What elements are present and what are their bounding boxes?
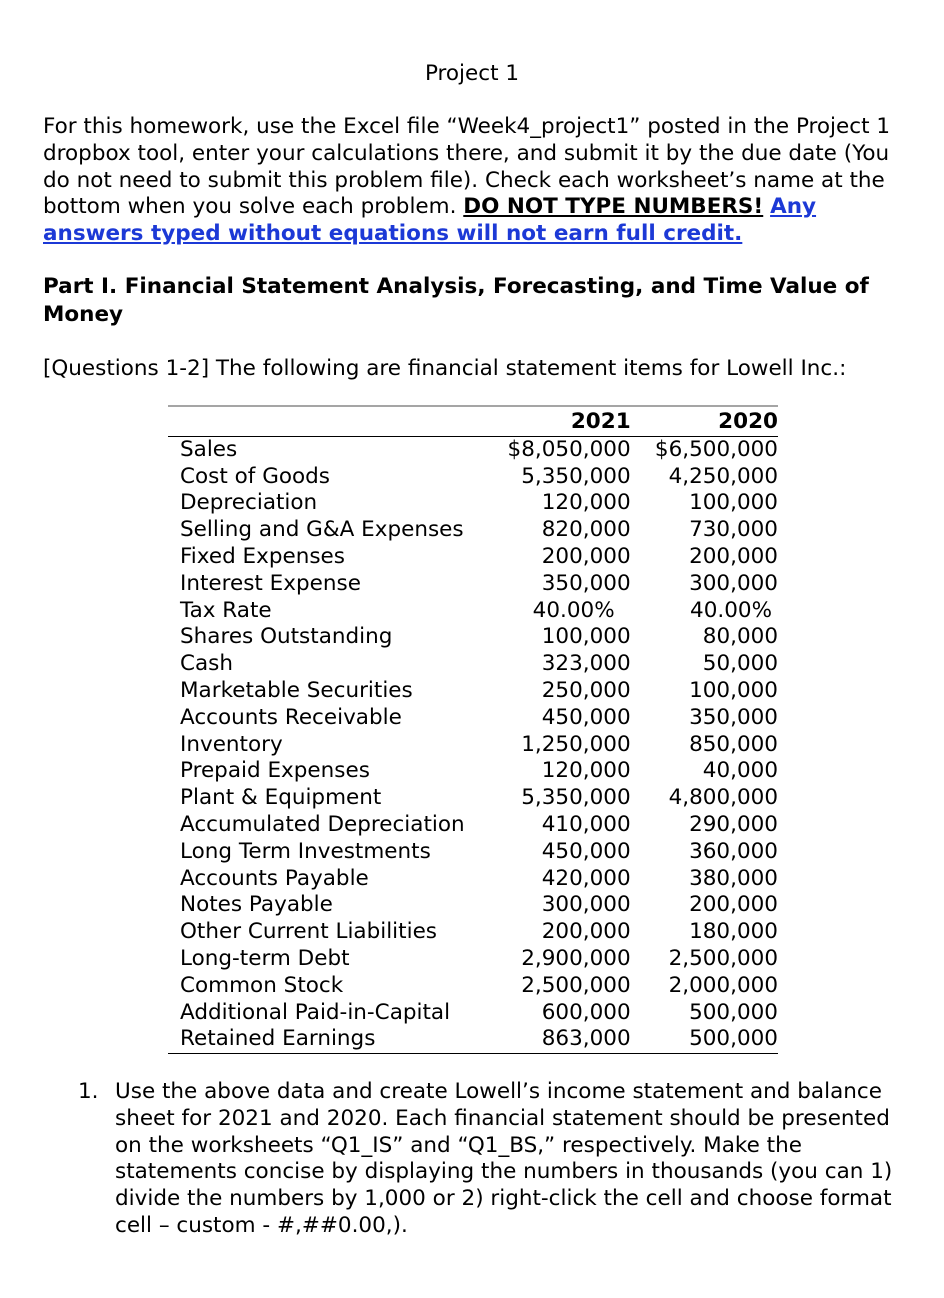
table-row bbox=[168, 919, 778, 946]
value-2021: 410,000 bbox=[541, 811, 631, 837]
table-row bbox=[168, 946, 778, 973]
table-row bbox=[168, 678, 778, 705]
label-column-header bbox=[168, 409, 476, 436]
row-label: Accumulated Depreciation bbox=[180, 811, 465, 837]
row-label: Other Current Liabilities bbox=[180, 919, 437, 945]
row-label: Cost of Goods bbox=[180, 463, 331, 489]
value-2020: 180,000 bbox=[689, 919, 778, 945]
table-row bbox=[168, 436, 778, 463]
value-2021: 200,000 bbox=[541, 543, 631, 569]
table-row bbox=[168, 598, 778, 625]
row-label: Cash bbox=[180, 651, 234, 677]
value-2020: 360,000 bbox=[689, 838, 778, 864]
row-label: Plant & Equipment bbox=[180, 785, 382, 811]
table-row bbox=[168, 785, 778, 812]
value-2021: 200,000 bbox=[541, 919, 631, 945]
value-2021: $8,050,000 bbox=[507, 436, 631, 462]
value-2021: 450,000 bbox=[541, 704, 631, 730]
value-2020: 2,000,000 bbox=[668, 972, 778, 998]
value-2021: 5,350,000 bbox=[521, 785, 631, 811]
value-2021: 2,900,000 bbox=[521, 945, 631, 971]
value-2020: $6,500,000 bbox=[654, 436, 778, 462]
value-2021: 5,350,000 bbox=[521, 463, 631, 489]
value-2021: 40.00% bbox=[532, 597, 615, 623]
part-heading: Part I. Financial Statement Analysis, Forecasting, and Time Value of Money bbox=[43, 274, 869, 327]
row-label: Selling and G&A Expenses bbox=[180, 517, 464, 543]
column-header-2020: 2020 bbox=[631, 409, 778, 436]
intro-text: For this homework, use the Excel file “Week4_project1” posted in the Project 1 dropbox tool, enter your calculations there, and submit it by the due date (You do not need to submit this problem file). Check each worksheet’s name at the bottom when you solve each problem. bbox=[43, 114, 891, 220]
table-row bbox=[168, 758, 778, 785]
table-row bbox=[168, 732, 778, 759]
value-2021: 600,000 bbox=[541, 999, 631, 1025]
table-row bbox=[168, 839, 778, 866]
value-2020: 100,000 bbox=[689, 677, 778, 703]
value-2021: 250,000 bbox=[541, 677, 631, 703]
table-row bbox=[168, 1026, 778, 1053]
value-2021: 100,000 bbox=[541, 624, 631, 650]
row-label: Prepaid Expenses bbox=[180, 758, 370, 784]
value-2020: 850,000 bbox=[689, 731, 778, 757]
value-2020: 80,000 bbox=[702, 624, 778, 650]
question-text: Use the above data and create Lowell’s income statement and balance sheet for 2021 and 2020. Each financial statement should be presented on the worksheets “Q1_IS” and “Q1_BS,” respectively. Make the statements concise by displaying the numbers in thousands (you can 1) divide the numbers by 1,000 or 2) right-click the cell and choose format cell – custom - #,##0.00,). bbox=[115, 1079, 893, 1238]
table-body bbox=[168, 436, 778, 1053]
value-2020: 290,000 bbox=[689, 811, 778, 837]
warning-text: DO NOT TYPE NUMBERS! bbox=[463, 194, 764, 220]
table-row bbox=[168, 866, 778, 893]
table-row bbox=[168, 812, 778, 839]
table-row bbox=[168, 624, 778, 651]
value-2020: 4,800,000 bbox=[668, 785, 778, 811]
value-2021: 350,000 bbox=[541, 570, 631, 596]
table-row bbox=[168, 571, 778, 598]
question-item bbox=[78, 1079, 908, 1240]
questions-intro: [Questions 1-2] The following are financial statement items for Lowell Inc.: bbox=[43, 356, 847, 381]
value-2020: 350,000 bbox=[689, 704, 778, 730]
value-2021: 863,000 bbox=[476, 1026, 631, 1053]
question-number: 1. bbox=[78, 1079, 99, 1104]
row-label: Inventory bbox=[180, 731, 283, 757]
row-label: Depreciation bbox=[180, 490, 318, 516]
value-2021: 420,000 bbox=[541, 865, 631, 891]
intro-paragraph bbox=[43, 114, 913, 248]
value-2020: 200,000 bbox=[689, 892, 778, 918]
value-2020: 50,000 bbox=[702, 651, 778, 677]
value-2021: 820,000 bbox=[541, 517, 631, 543]
table-row bbox=[168, 490, 778, 517]
value-2020: 200,000 bbox=[689, 543, 778, 569]
row-label: Accounts Payable bbox=[180, 865, 369, 891]
table-row bbox=[168, 892, 778, 919]
table-row bbox=[168, 705, 778, 732]
value-2020: 300,000 bbox=[689, 570, 778, 596]
credit-note: Any answers typed without equations will not earn full credit. bbox=[43, 194, 817, 247]
table-row bbox=[168, 973, 778, 1000]
row-label: Interest Expense bbox=[180, 570, 361, 596]
value-2020: 4,250,000 bbox=[668, 463, 778, 489]
question-list bbox=[78, 1079, 908, 1240]
table-header-row bbox=[168, 409, 778, 436]
financial-items-table bbox=[168, 405, 778, 1054]
value-2021: 120,000 bbox=[541, 490, 631, 516]
table-row bbox=[168, 544, 778, 571]
table-row bbox=[168, 517, 778, 544]
value-2021: 300,000 bbox=[541, 892, 631, 918]
row-label: Marketable Securities bbox=[180, 677, 413, 703]
value-2020: 40,000 bbox=[702, 758, 778, 784]
row-label: Sales bbox=[180, 436, 238, 462]
value-2021: 120,000 bbox=[541, 758, 631, 784]
value-2020: 380,000 bbox=[689, 865, 778, 891]
value-2021: 1,250,000 bbox=[521, 731, 631, 757]
row-label: Fixed Expenses bbox=[180, 543, 345, 569]
value-2021: 323,000 bbox=[541, 651, 631, 677]
page-title: Project 1 bbox=[424, 61, 520, 86]
value-2020: 500,000 bbox=[631, 1026, 778, 1053]
value-2021: 2,500,000 bbox=[521, 972, 631, 998]
table-row bbox=[168, 651, 778, 678]
column-header-2021: 2021 bbox=[476, 409, 631, 436]
table-row bbox=[168, 1000, 778, 1027]
value-2020: 500,000 bbox=[689, 999, 778, 1025]
row-label: Retained Earnings bbox=[168, 1026, 476, 1053]
table-row bbox=[168, 464, 778, 491]
row-label: Notes Payable bbox=[180, 892, 333, 918]
row-label: Tax Rate bbox=[180, 597, 272, 623]
value-2021: 450,000 bbox=[541, 838, 631, 864]
value-2020: 2,500,000 bbox=[668, 945, 778, 971]
value-2020: 100,000 bbox=[689, 490, 778, 516]
row-label: Long Term Investments bbox=[180, 838, 431, 864]
row-label: Long-term Debt bbox=[180, 945, 350, 971]
row-label: Additional Paid-in-Capital bbox=[180, 999, 451, 1025]
row-label: Accounts Receivable bbox=[180, 704, 402, 730]
row-label: Shares Outstanding bbox=[180, 624, 393, 650]
row-label: Common Stock bbox=[180, 972, 344, 998]
value-2020: 40.00% bbox=[690, 597, 772, 623]
value-2020: 730,000 bbox=[689, 517, 778, 543]
